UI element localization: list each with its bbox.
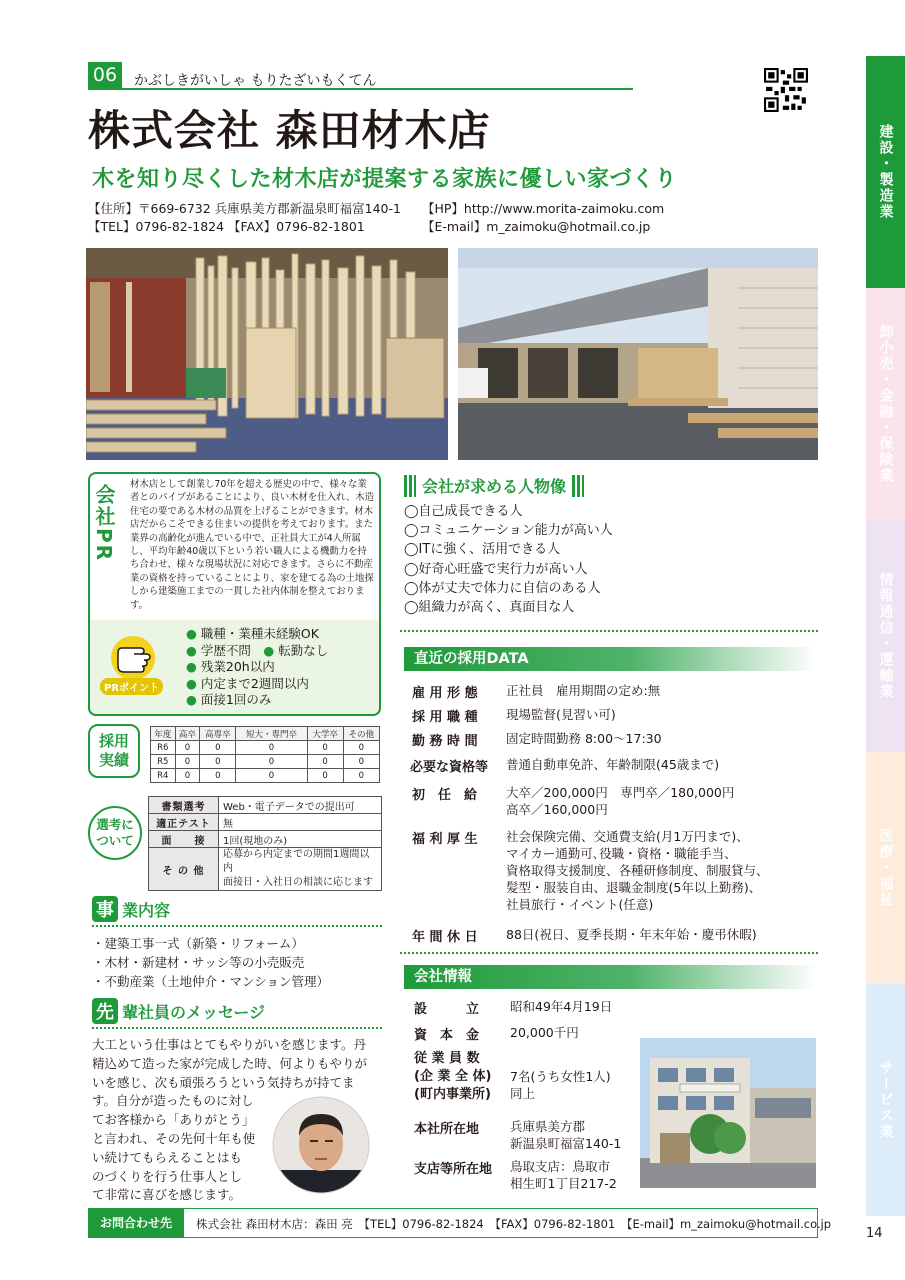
list-item: ◯自己成長できる人 (404, 504, 523, 519)
employee-portrait (272, 1096, 370, 1194)
table-row: 書類選考 Web・電子データでの提出可 (149, 797, 382, 814)
pr-point: ● 残業20h以内 (186, 659, 275, 675)
recruit-key: 福 利 厚 生 (412, 832, 478, 847)
business-heading: 事 業内容 (92, 896, 170, 922)
pr-point: ● 面接1回のみ (186, 692, 272, 708)
section-number: 06 (88, 62, 122, 88)
recruit-value: 固定時間勤務 8:00〜17:30 (506, 731, 662, 746)
recruit-key: 必要な資格等 (410, 760, 489, 775)
list-item: ◯組織力が高く、真面目な人 (404, 600, 575, 616)
recruit-key: 雇 用 形 態 (412, 686, 478, 701)
wanted-list (404, 502, 613, 617)
company-info-rule (400, 952, 818, 954)
catchphrase: 木を知り尽くした材木店が提案する家族に優しい家づくり (92, 167, 678, 192)
info-key: 設 立 (414, 1002, 480, 1017)
tab-construction-manufacturing[interactable]: 建設・製造業 (866, 56, 905, 288)
address: 【住所】〒669-6732 兵庫県美方郡新温泉町福富140-1 (88, 201, 401, 216)
tab-it-transport[interactable]: 情報通信・運輸業 (866, 520, 905, 752)
recruit-key: 初 任 給 (412, 788, 478, 803)
message-rule (92, 1027, 382, 1029)
message-heading: 先 輩社員のメッセージ (92, 998, 265, 1024)
company-reading: かぶしきがいしゃ もりたざいもくてん (134, 73, 377, 89)
recruit-heading: 直近の採用DATA (404, 647, 816, 671)
pr-text: 材木店として創業し70年を超える歴史の中で、様々な業者とのパイプがあることにより、良い木材を仕入れ、木造住宅の要である木材の品質を上げることができます。材木店だからこそできる住まいの提供を考えております。また業界の高齢化が進んでいる中で、正社員大工が4人所属し、平均年齢40歳以下という若い職人による機動力を持ち合わせ、様々な現場状況に対応できます。さらに不動産業の資格を持っていることにより、家を建てる為の土地探しから建築施工までの一貫した社内体制を整えております。 (130, 479, 375, 611)
recruit-value: 正社員 雇用期間の定め:無 (506, 683, 661, 698)
pr-points-list (186, 626, 328, 709)
recruit-key: 採 用 職 種 (412, 710, 478, 725)
list-item: ◯体が丈夫で体力に自信のある人 (404, 580, 601, 596)
selection-table (148, 796, 382, 891)
pr-title: 会社PR (92, 484, 116, 563)
heading-stripes (404, 475, 416, 497)
recruit-value: 現場監督(見習い可) (506, 707, 616, 722)
contact-text: 株式会社 森田材木店：森田 亮 【TEL】0796-82-1824 【FAX】0796-82-1801 【E-mail】m_zaimoku@hotmail.co.jp (196, 1217, 832, 1231)
table-row: R4 0 0 0 0 0 (151, 769, 380, 783)
recruit-value: 大卒／200,000円 専門卒／180,000円 高卒／160,000円 (506, 785, 735, 817)
info-key: 支店等所在地 (414, 1162, 493, 1177)
heading-stripes (572, 475, 584, 497)
list-item: ◯ITに強く、活用できる人 (404, 542, 561, 558)
warehouse-interior-photo (86, 248, 448, 460)
info-value: 昭和49年4月19日 (510, 999, 613, 1014)
hiring-record-table: 年度 高卒 高専卒 短大・専門卒 大学卒 その他 R6 0 0 0 0 0 R5 0 0 0 0 0 R4 0 0 0 0 0 (150, 726, 380, 783)
company-info-heading: 会社情報 (404, 965, 816, 989)
pr-point: ● 学歴不問 ● 転勤なし (186, 642, 329, 658)
table-row: R6 0 0 0 0 0 (151, 741, 380, 755)
tel-fax: 【TEL】0796-82-1824 【FAX】0796-82-1801 (88, 219, 365, 234)
message-text: 大工という仕事はとてもやりがいを感じます。丹 精込めて造った家が完成した時、何よりもやりが いを感じ、次も頑張ろうという気持ちが持てま す。自分が造ったものに対し てお客様から「ありがとう」 と言われ、その先何十年も使 い続けてもらえることはも のづくりを行う仕事人とし て非常に喜びを感じます。 (92, 1037, 368, 1203)
recruit-value: 普通自動車免許、年齢制限(45歳まで) (506, 757, 720, 772)
info-value: 20,000千円 (510, 1025, 579, 1040)
info-key: 資 本 金 (414, 1028, 480, 1043)
company-title: 株式会社 森田材木店 (88, 106, 491, 155)
wanted-heading: 会社が求める人物像 (404, 474, 584, 497)
table-row: そ の 他 応募から内定までの期間1週間以内 面接日・入社日の相談に応じます (149, 848, 382, 891)
page-number: 14 (866, 1226, 883, 1241)
tab-medical-welfare[interactable]: 医療・福祉 (866, 752, 905, 984)
pr-point: ● 職種・業種未経験OK (186, 626, 319, 641)
info-value: 兵庫県美方郡 新温泉町福富140-1 (510, 1119, 622, 1151)
recruit-key: 勤 務 時 間 (412, 734, 478, 749)
warehouse-exterior-photo (458, 248, 818, 460)
pointing-hand-icon (106, 632, 160, 680)
selection-label: 選考について (88, 806, 142, 860)
recruit-rule (400, 630, 818, 632)
table-row: 適正テスト 無 (149, 814, 382, 831)
recruit-key: 年 間 休 日 (412, 930, 478, 945)
info-value: 7名(うち女性1人) 同上 (510, 1069, 611, 1101)
business-list (92, 934, 329, 991)
info-key: 本社所在地 (414, 1122, 480, 1137)
email-link[interactable]: 【E-mail】m_zaimoku@hotmail.co.jp (422, 219, 651, 234)
list-item: ◯コミュニケーション能力が高い人 (404, 523, 613, 539)
homepage-link[interactable]: 【HP】http://www.morita-zaimoku.com (422, 201, 665, 216)
info-key: 従 業 員 数 (企 業 全 体) (町内事業所) (414, 1051, 492, 1102)
pr-point-label: PRポイント (100, 678, 163, 695)
list-item: ◯好奇心旺盛で実行力が高い人 (404, 561, 588, 577)
recruit-value: 88日(祝日、夏季長期・年末年始・慶弔休暇) (506, 927, 757, 942)
business-rule (92, 925, 382, 927)
company-building-photo (640, 1038, 816, 1188)
table-row: 面 接 1回(現地のみ) (149, 831, 382, 848)
table-row: R5 0 0 0 0 0 (151, 755, 380, 769)
contact-label: お問合わせ先 (88, 1208, 184, 1238)
recruit-value: 社会保険完備、交通費支給(月1万円まで)、 マイカー通勤可､役職・資格・職能手当、 資格取得支援制度、各種研修制度、制服貸与、 髪型・服装自由、退職金制度(5年以上勤務)、 社員旅行・イベント(任意) (506, 829, 769, 912)
tab-services[interactable]: サービス業 (866, 984, 905, 1216)
pr-point: ● 内定まで2週間以内 (186, 675, 309, 691)
list-item: ・不動産業（土地仲介・マンション管理） (92, 974, 329, 989)
info-value: 鳥取支店：鳥取市 相生町1丁目217-2 (510, 1159, 617, 1191)
list-item: ・木材・新建材・サッシ等の小売販売 (92, 955, 305, 970)
list-item: ・建築工事一式（新築・リフォーム） (92, 936, 304, 951)
hiring-record-label: 採用実績 (88, 724, 140, 778)
qr-code-icon[interactable] (764, 68, 808, 112)
tab-wholesale-finance[interactable]: 卸小売・金融・保険業 (866, 288, 905, 520)
